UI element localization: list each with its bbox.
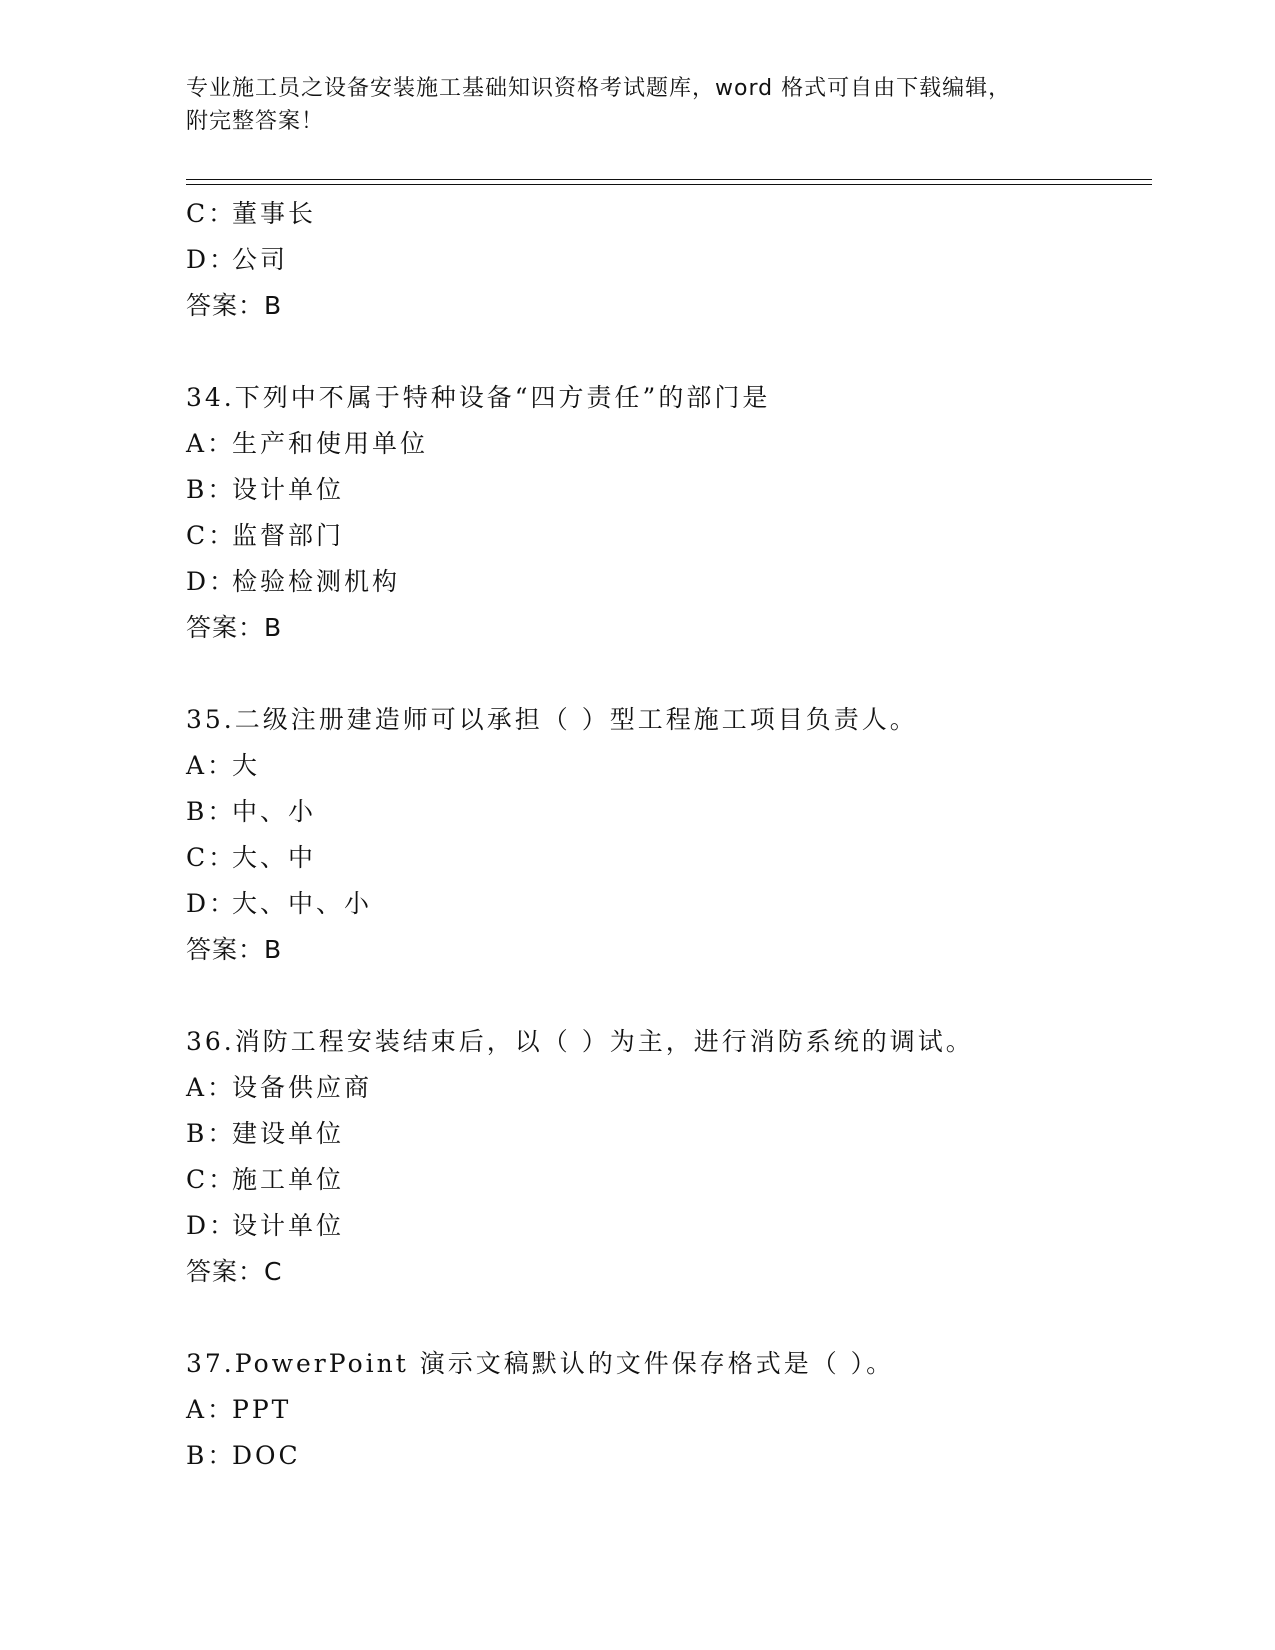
option-text: 设计单位 xyxy=(232,475,345,504)
header-divider-bottom xyxy=(186,184,1152,185)
question-stem: 34.下列中不属于特种设备“四方责任”的部门是 xyxy=(186,383,771,412)
question-stem: 37.PowerPoint 演示文稿默认的文件保存格式是（ ）。 xyxy=(186,1349,895,1378)
option-a xyxy=(186,743,1152,789)
question-stem: 36.消防工程安装结束后，以（ ）为主，进行消防系统的调试。 xyxy=(186,1027,974,1056)
header-divider-top xyxy=(186,179,1152,180)
option-text: 大、中、小 xyxy=(232,889,373,918)
option-text: 中、小 xyxy=(232,797,317,826)
option-label: D： xyxy=(186,889,238,918)
answer-line: 答案：B xyxy=(186,935,283,964)
document-header xyxy=(186,72,1066,138)
answer-line: 答案：B xyxy=(186,291,283,320)
option-label: D： xyxy=(186,245,238,274)
answer-line: 答案：C xyxy=(186,1257,283,1286)
option-label: B： xyxy=(186,797,236,826)
option-d xyxy=(186,237,1152,283)
question-list xyxy=(186,191,1152,1479)
option-label: C： xyxy=(186,1165,237,1194)
option-text: 董事长 xyxy=(232,199,317,228)
option-text: 检验检测机构 xyxy=(232,567,401,596)
option-text: PPT xyxy=(232,1395,292,1424)
option-text: 大、中 xyxy=(232,843,317,872)
answer-line: 答案：B xyxy=(186,613,283,642)
option-text: DOC xyxy=(232,1441,301,1470)
header-line-2: 附完整答案！ xyxy=(186,109,325,134)
option-label: D： xyxy=(186,567,238,596)
question-36 xyxy=(186,1019,1152,1295)
option-label: B： xyxy=(186,1119,236,1148)
option-label: B： xyxy=(186,475,236,504)
option-text: 施工单位 xyxy=(232,1165,345,1194)
option-d xyxy=(186,881,1152,927)
spacer xyxy=(186,651,1152,697)
option-label: A： xyxy=(186,429,236,458)
option-c xyxy=(186,513,1152,559)
question-37 xyxy=(186,1341,1152,1479)
option-b xyxy=(186,467,1152,513)
option-b xyxy=(186,1433,1152,1479)
question-34 xyxy=(186,375,1152,651)
option-label: A： xyxy=(186,751,236,780)
spacer xyxy=(186,329,1152,375)
option-label: C： xyxy=(186,521,237,550)
option-label: C： xyxy=(186,199,237,228)
option-label: A： xyxy=(186,1073,236,1102)
option-c xyxy=(186,1157,1152,1203)
option-c xyxy=(186,835,1152,881)
option-a xyxy=(186,421,1152,467)
option-b xyxy=(186,789,1152,835)
option-text: 建设单位 xyxy=(232,1119,345,1148)
option-label: C： xyxy=(186,843,237,872)
spacer xyxy=(186,973,1152,1019)
option-b xyxy=(186,1111,1152,1157)
option-label: A： xyxy=(186,1395,236,1424)
question-35 xyxy=(186,697,1152,973)
option-c xyxy=(186,191,1152,237)
option-label: D： xyxy=(186,1211,238,1240)
previous-question-block xyxy=(186,191,1152,329)
option-d xyxy=(186,1203,1152,1249)
option-text: 生产和使用单位 xyxy=(232,429,429,458)
option-text: 大 xyxy=(232,751,261,780)
option-a xyxy=(186,1065,1152,1111)
option-text: 监督部门 xyxy=(232,521,345,550)
option-d xyxy=(186,559,1152,605)
spacer xyxy=(186,1295,1152,1341)
header-line-1: 专业施工员之设备安装施工基础知识资格考试题库，word 格式可自由下载编辑， xyxy=(186,76,1012,101)
option-label: B： xyxy=(186,1441,236,1470)
option-text: 公司 xyxy=(232,245,289,274)
option-text: 设计单位 xyxy=(232,1211,345,1240)
question-stem: 35.二级注册建造师可以承担（ ）型工程施工项目负责人。 xyxy=(186,705,918,734)
option-a xyxy=(186,1387,1152,1433)
option-text: 设备供应商 xyxy=(232,1073,373,1102)
